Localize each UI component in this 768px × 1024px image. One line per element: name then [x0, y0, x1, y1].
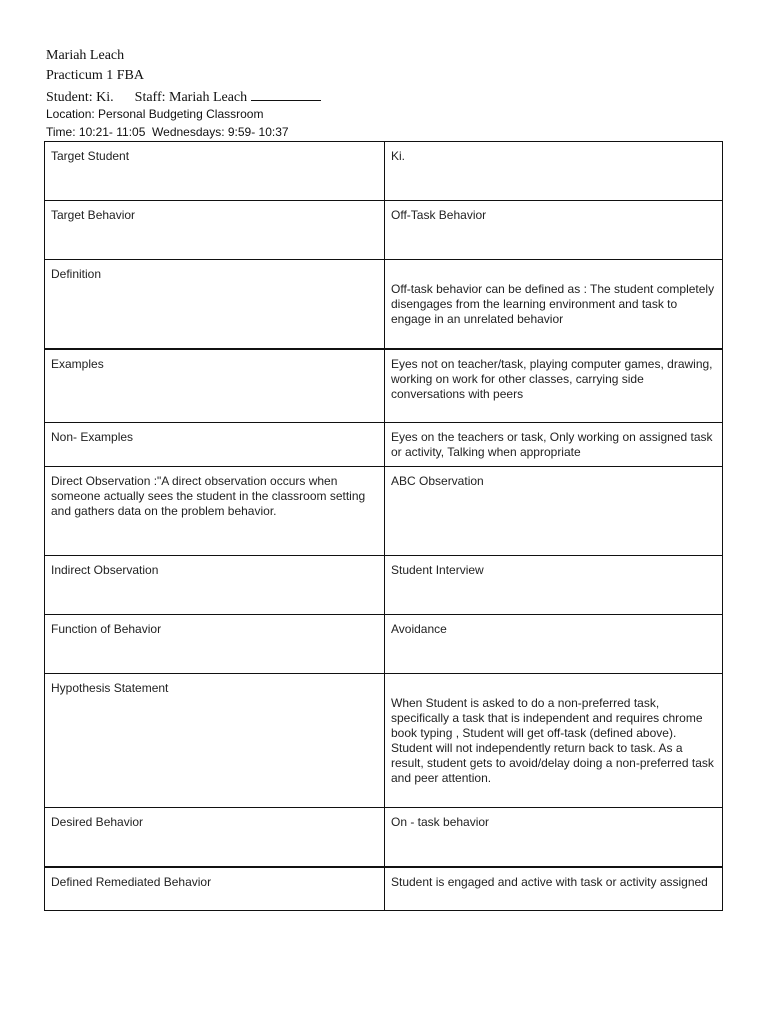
row-value: Student is engaged and active with task or activity assigned: [385, 867, 723, 911]
student-staff-text: Student: Ki. Staff: Mariah Leach: [46, 90, 248, 105]
document-title: Practicum 1 FBA: [46, 68, 144, 83]
table-row: [45, 467, 723, 556]
signature-blank: [251, 88, 321, 101]
row-label: Examples: [45, 349, 385, 423]
table-row: [45, 674, 723, 808]
time-line: Time: 10:21- 11:05 Wednesdays: 9:59- 10:37: [46, 125, 289, 139]
table-row: [45, 260, 723, 349]
row-label: Definition: [45, 260, 385, 349]
author-name: Mariah Leach: [46, 48, 125, 63]
row-value: Off-Task Behavior: [385, 201, 723, 260]
table-row: [45, 201, 723, 260]
table-row: [45, 867, 723, 911]
row-value: On - task behavior: [385, 808, 723, 867]
location-line: Location: Personal Budgeting Classroom: [46, 107, 264, 121]
row-value: Eyes on the teachers or task, Only working on assigned task or activity, Talking when appropriate: [385, 423, 723, 467]
row-value: Ki.: [385, 142, 723, 201]
row-label: Direct Observation :"A direct observation occurs when someone actually sees the student in the classroom setting and gathers data on the problem behavior.: [45, 467, 385, 556]
table-row: [45, 423, 723, 467]
student-staff-line: [46, 88, 321, 106]
row-value: Student Interview: [385, 556, 723, 615]
table-row: [45, 615, 723, 674]
table-row: [45, 349, 723, 423]
row-value: Eyes not on teacher/task, playing computer games, drawing, working on work for other classes, carrying side conversations with peers: [385, 349, 723, 423]
row-label: Indirect Observation: [45, 556, 385, 615]
row-value: Off-task behavior can be defined as : The student completely disengages from the learning environment and task to engage in an unrelated behavior: [385, 260, 723, 349]
row-label: Defined Remediated Behavior: [45, 867, 385, 911]
fba-table: [44, 141, 723, 911]
row-value: Avoidance: [385, 615, 723, 674]
row-label: Non- Examples: [45, 423, 385, 467]
row-value: When Student is asked to do a non-preferred task, specifically a task that is independent and requires chrome book typing , Student will get off-task (defined above). Student will not independently return back to task. As a result, student gets to avoid/delay doing a non-preferred task and peer attention.: [385, 674, 723, 808]
row-label: Target Behavior: [45, 201, 385, 260]
table-row: [45, 808, 723, 867]
row-label: Target Student: [45, 142, 385, 201]
table-row: [45, 142, 723, 201]
row-value: ABC Observation: [385, 467, 723, 556]
table-row: [45, 556, 723, 615]
row-label: Function of Behavior: [45, 615, 385, 674]
row-label: Hypothesis Statement: [45, 674, 385, 808]
row-label: Desired Behavior: [45, 808, 385, 867]
